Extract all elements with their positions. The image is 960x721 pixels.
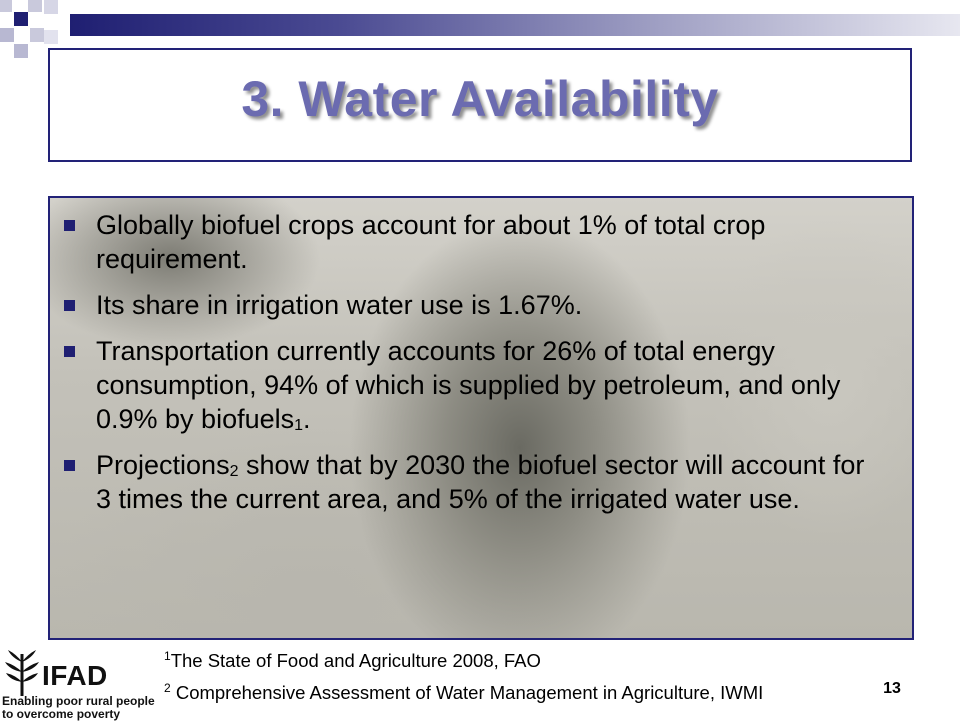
- page-number: 13: [883, 680, 901, 697]
- content-box: [48, 196, 914, 640]
- bullet-item: [50, 208, 912, 276]
- logo-tagline: [2, 695, 155, 721]
- bullet-text-tail: show that by 2030 the biofuel sector will account for 3 times the current area, and 5% of the irrigated water use.: [96, 450, 865, 514]
- bullet-text: Globally biofuel crops account for about 1% of total crop requirement.: [96, 210, 766, 274]
- bullet-item: [50, 288, 912, 322]
- footnote-text: Comprehensive Assessment of Water Management in Agriculture, IWMI: [175, 682, 764, 703]
- bullet-marker-icon: [64, 220, 75, 231]
- bullet-list: [50, 208, 912, 528]
- ifad-logo: [0, 640, 155, 721]
- footnote-number: 1: [164, 649, 171, 663]
- bullet-text-tail: .: [303, 404, 311, 434]
- bullet-text: Projections: [96, 450, 230, 480]
- footnote: [164, 650, 884, 672]
- title-box: [48, 48, 912, 162]
- footnote-text: The State of Food and Agriculture 2008, FAO: [170, 650, 541, 671]
- bullet-marker-icon: [64, 300, 75, 311]
- footnote: [164, 682, 884, 704]
- logo-wordmark: IFAD: [42, 660, 108, 691]
- footnote-number: 2: [164, 681, 171, 695]
- footnote-ref: 1: [294, 417, 304, 434]
- bullet-text: Transportation currently accounts for 26% of total energy consumption, 94% of which is supplied by petroleum, and only 0.9% by biofuels: [96, 336, 841, 434]
- bullet-item: [50, 334, 912, 436]
- bullet-marker-icon: [64, 460, 75, 471]
- logo-tagline-line2: to overcome poverty: [2, 707, 121, 721]
- logo-tagline-line1: Enabling poor rural people: [2, 694, 155, 708]
- footnote-ref: 2: [229, 463, 239, 480]
- footnotes: [164, 650, 884, 714]
- bullet-text: Its share in irrigation water use is 1.67%.: [96, 290, 583, 320]
- bullet-marker-icon: [64, 346, 75, 357]
- bullet-item: [50, 448, 912, 516]
- slide-title: 3. Water Availability: [241, 71, 719, 127]
- wheat-icon: [2, 648, 42, 698]
- header-gradient-bar: [70, 14, 960, 36]
